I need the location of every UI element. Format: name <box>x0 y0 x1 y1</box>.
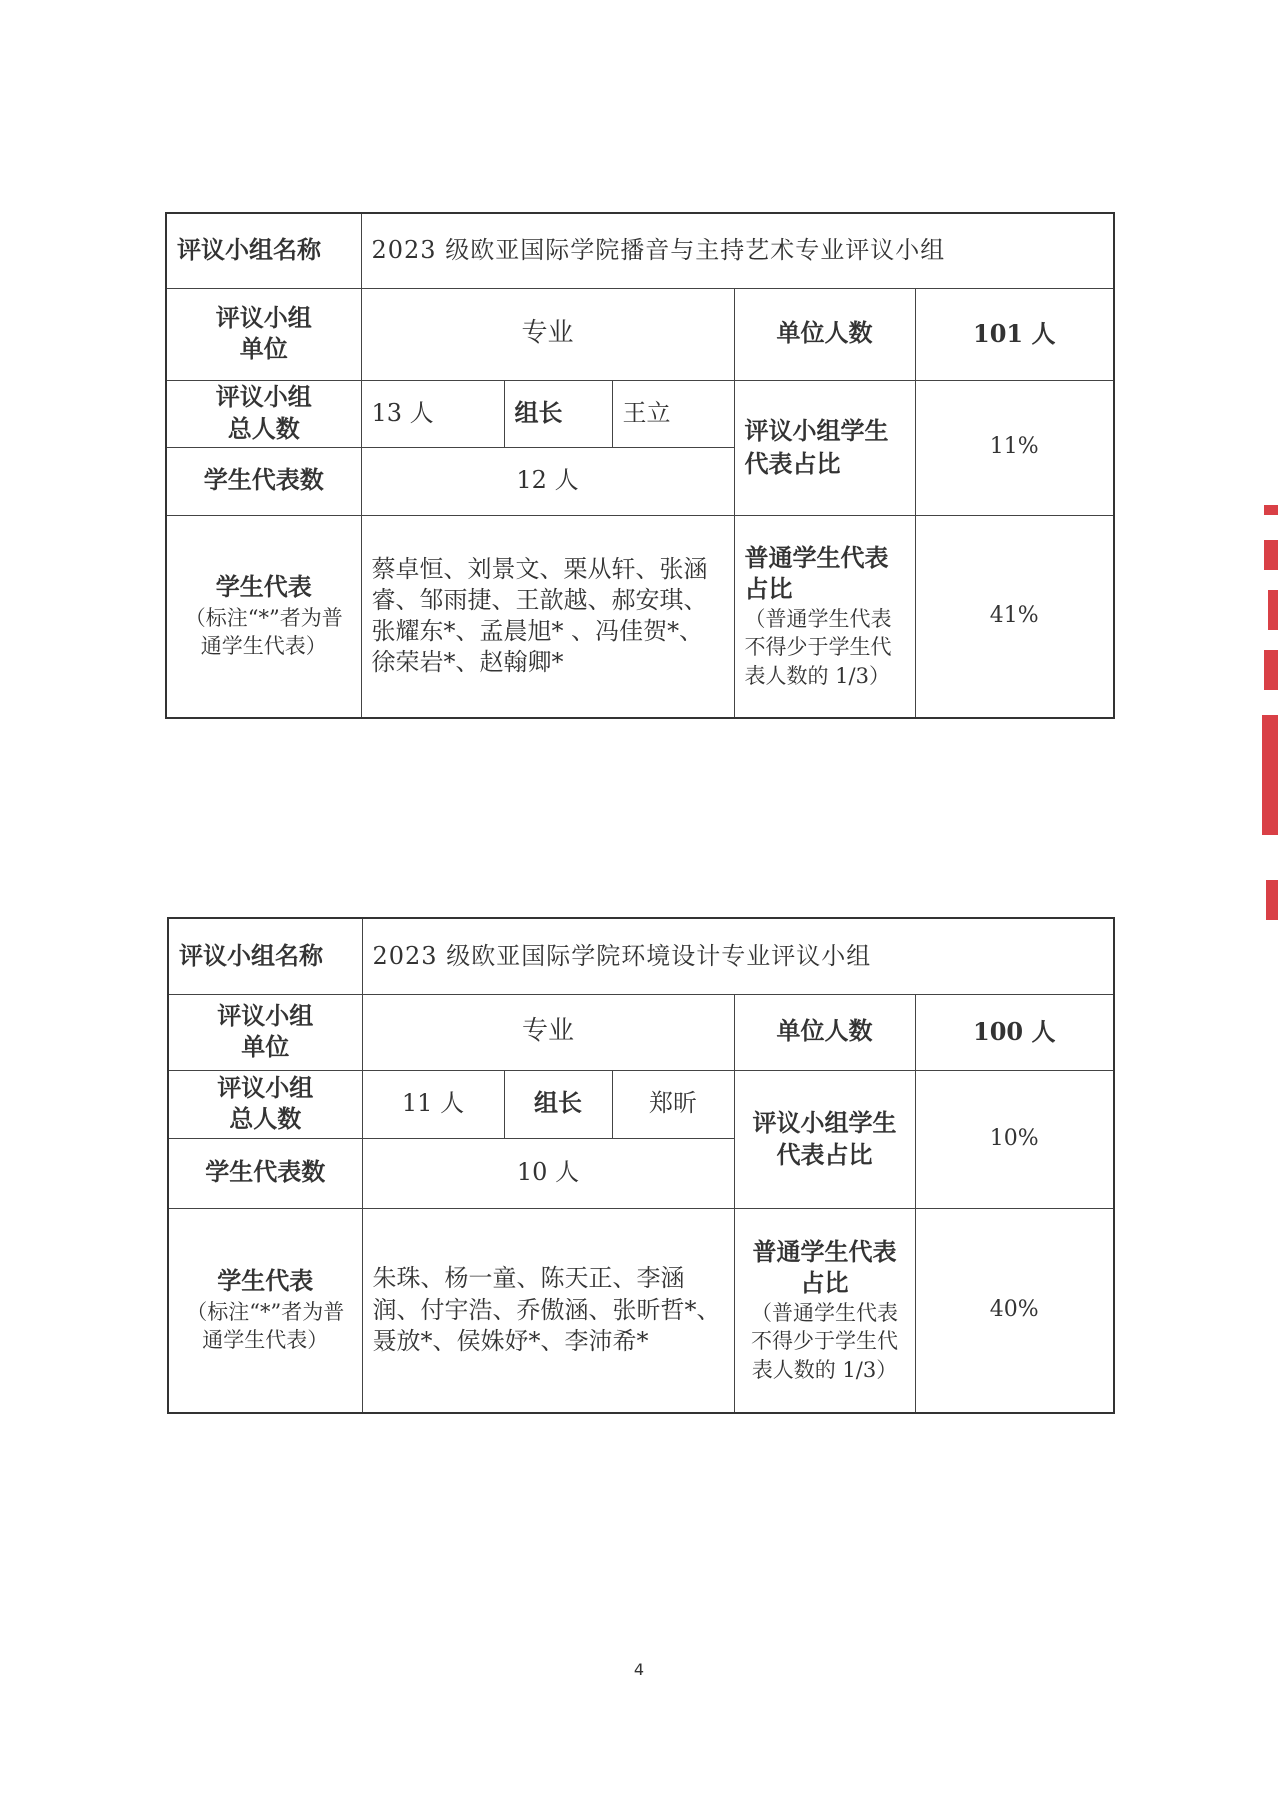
group-total-value: 11 人 <box>362 1070 504 1138</box>
rep-count-value: 12 人 <box>361 447 734 515</box>
group-unit-label: 评议小组 单位 <box>168 994 362 1070</box>
ordinary-ratio-value: 40% <box>915 1208 1114 1413</box>
group-unit-value: 专业 <box>362 994 734 1070</box>
rep-ratio-label: 评议小组学生代表占比 <box>734 380 915 515</box>
group-total-value: 13 人 <box>361 380 504 447</box>
rep-ratio-value: 11% <box>915 380 1114 515</box>
rep-ratio-label: 评议小组学生代表占比 <box>734 1070 915 1208</box>
group-total-label: 评议小组 总人数 <box>166 380 361 447</box>
unit-count-label: 单位人数 <box>734 994 915 1070</box>
group-name-label: 评议小组名称 <box>166 213 361 288</box>
group-total-label: 评议小组 总人数 <box>168 1070 362 1138</box>
group-name-value: 2023 级欧亚国际学院环境设计专业评议小组 <box>362 918 1114 994</box>
review-group-table-2 <box>167 917 1115 1414</box>
group-unit-value: 专业 <box>361 288 734 380</box>
leader-value: 郑昕 <box>612 1070 734 1138</box>
reps-names: 蔡卓恒、刘景文、栗从轩、张涵睿、邹雨捷、王歆越、郝安琪、张耀东*、孟晨旭* 、冯佳贺*、徐荣岩*、赵翰卿* <box>361 515 734 718</box>
leader-label: 组长 <box>504 1070 612 1138</box>
leader-value: 王立 <box>612 380 734 447</box>
ordinary-ratio-label: 普通学生代表占比 （普通学生代表不得少于学生代表人数的 1/3） <box>734 1208 915 1413</box>
group-unit-label: 评议小组 单位 <box>166 288 361 380</box>
group-name-label: 评议小组名称 <box>168 918 362 994</box>
reps-label: 学生代表 （标注“*”者为普通学生代表） <box>166 515 361 718</box>
page-number: 4 <box>633 1660 645 1679</box>
unit-count-label: 单位人数 <box>734 288 915 380</box>
reps-names: 朱珠、杨一童、陈天正、李涵润、付宇浩、乔傲涵、张昕哲*、聂放*、侯姝妤*、李沛希* <box>362 1208 734 1413</box>
unit-count-value: 101 人 <box>915 288 1114 380</box>
rep-count-label: 学生代表数 <box>168 1138 362 1208</box>
rep-count-label: 学生代表数 <box>166 447 361 515</box>
rep-count-value: 10 人 <box>362 1138 734 1208</box>
leader-label: 组长 <box>504 380 612 447</box>
unit-count-value: 100 人 <box>915 994 1114 1070</box>
ordinary-ratio-label: 普通学生代表占比 （普通学生代表不得少于学生代表人数的 1/3） <box>734 515 915 718</box>
group-name-value: 2023 级欧亚国际学院播音与主持艺术专业评议小组 <box>361 213 1114 288</box>
ordinary-ratio-value: 41% <box>915 515 1114 718</box>
review-group-table-1 <box>165 212 1115 719</box>
rep-ratio-value: 10% <box>915 1070 1114 1208</box>
reps-label: 学生代表 （标注“*”者为普通学生代表） <box>168 1208 362 1413</box>
